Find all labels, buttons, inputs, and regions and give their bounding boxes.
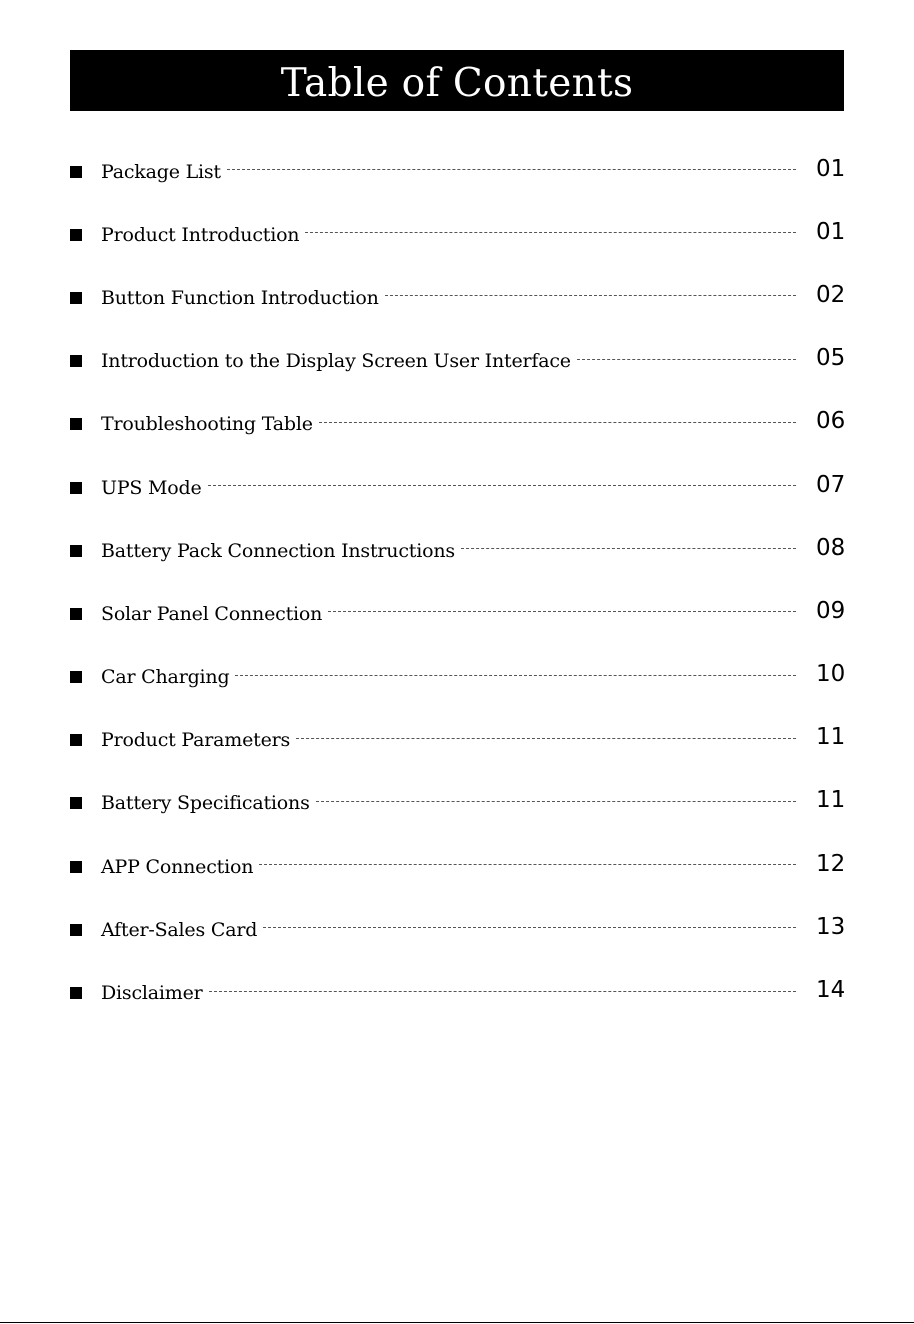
toc-page-number: 12 xyxy=(816,850,846,877)
square-bullet-icon xyxy=(70,734,82,746)
toc-page-number: 09 xyxy=(816,597,846,624)
toc-entry-title: Package List xyxy=(101,160,221,183)
toc-entry-title: Product Introduction xyxy=(101,223,300,246)
toc-entry-title: Battery Specifications xyxy=(101,792,310,815)
square-bullet-icon xyxy=(70,987,82,999)
toc-entry-title: After-Sales Card xyxy=(101,918,258,941)
square-bullet-icon xyxy=(70,482,82,494)
toc-page-number: 11 xyxy=(816,724,846,751)
dotted-leader xyxy=(235,675,796,676)
toc-page-number: 08 xyxy=(816,534,846,561)
dotted-leader xyxy=(296,738,796,739)
toc-entry-title: Disclaimer xyxy=(101,982,203,1005)
square-bullet-icon xyxy=(70,229,82,241)
bottom-divider xyxy=(0,1322,914,1323)
toc-entry[interactable] xyxy=(70,203,844,266)
dotted-leader xyxy=(328,611,796,612)
toc-entry[interactable] xyxy=(70,330,844,393)
dotted-leader xyxy=(227,169,796,170)
square-bullet-icon xyxy=(70,671,82,683)
page-title: Table of Contents xyxy=(280,61,634,106)
toc-entry-title: Troubleshooting Table xyxy=(101,413,313,436)
square-bullet-icon xyxy=(70,924,82,936)
dotted-leader xyxy=(577,359,796,360)
toc-page-number: 06 xyxy=(816,408,846,435)
toc-entry[interactable] xyxy=(70,772,844,835)
toc-entry-title: Introduction to the Display Screen User Interface xyxy=(101,350,571,373)
toc-entry[interactable] xyxy=(70,393,844,456)
square-bullet-icon xyxy=(70,355,82,367)
toc-entry[interactable] xyxy=(70,140,844,203)
toc-page-number: 10 xyxy=(816,661,846,688)
dotted-leader xyxy=(209,991,796,992)
toc-entry[interactable] xyxy=(70,456,844,519)
toc-entry-title: Battery Pack Connection Instructions xyxy=(101,539,455,562)
dotted-leader xyxy=(259,864,796,865)
square-bullet-icon xyxy=(70,797,82,809)
toc-entry[interactable] xyxy=(70,582,844,645)
dotted-leader xyxy=(319,422,796,423)
toc-page-number: 11 xyxy=(816,787,846,814)
toc-entry-title: Button Function Introduction xyxy=(101,286,379,309)
dotted-leader xyxy=(208,485,796,486)
toc-entry-title: Product Parameters xyxy=(101,729,291,752)
toc-entry-title: Car Charging xyxy=(101,666,230,689)
toc-page-number: 07 xyxy=(816,471,846,498)
toc-entry[interactable] xyxy=(70,266,844,329)
toc-entry[interactable] xyxy=(70,835,844,898)
square-bullet-icon xyxy=(70,608,82,620)
square-bullet-icon xyxy=(70,545,82,557)
dotted-leader xyxy=(316,801,796,802)
toc-entry-title: UPS Mode xyxy=(101,476,202,499)
toc-page-number: 02 xyxy=(816,281,846,308)
toc-page-number: 05 xyxy=(816,345,846,372)
square-bullet-icon xyxy=(70,292,82,304)
toc-page-number: 01 xyxy=(816,218,846,245)
toc-entry[interactable] xyxy=(70,961,844,1024)
title-banner xyxy=(70,50,844,111)
dotted-leader xyxy=(385,295,796,296)
toc-entry-title: Solar Panel Connection xyxy=(101,602,323,625)
toc-entry[interactable] xyxy=(70,519,844,582)
square-bullet-icon xyxy=(70,166,82,178)
table-of-contents xyxy=(70,140,844,1025)
square-bullet-icon xyxy=(70,861,82,873)
dotted-leader xyxy=(305,232,796,233)
toc-page-number: 01 xyxy=(816,155,846,182)
dotted-leader xyxy=(461,548,796,549)
dotted-leader xyxy=(263,927,796,928)
square-bullet-icon xyxy=(70,418,82,430)
toc-page-number: 14 xyxy=(816,977,846,1004)
toc-entry[interactable] xyxy=(70,646,844,709)
toc-page-number: 13 xyxy=(816,913,846,940)
toc-entry[interactable] xyxy=(70,709,844,772)
toc-entry[interactable] xyxy=(70,898,844,961)
toc-entry-title: APP Connection xyxy=(101,855,254,878)
